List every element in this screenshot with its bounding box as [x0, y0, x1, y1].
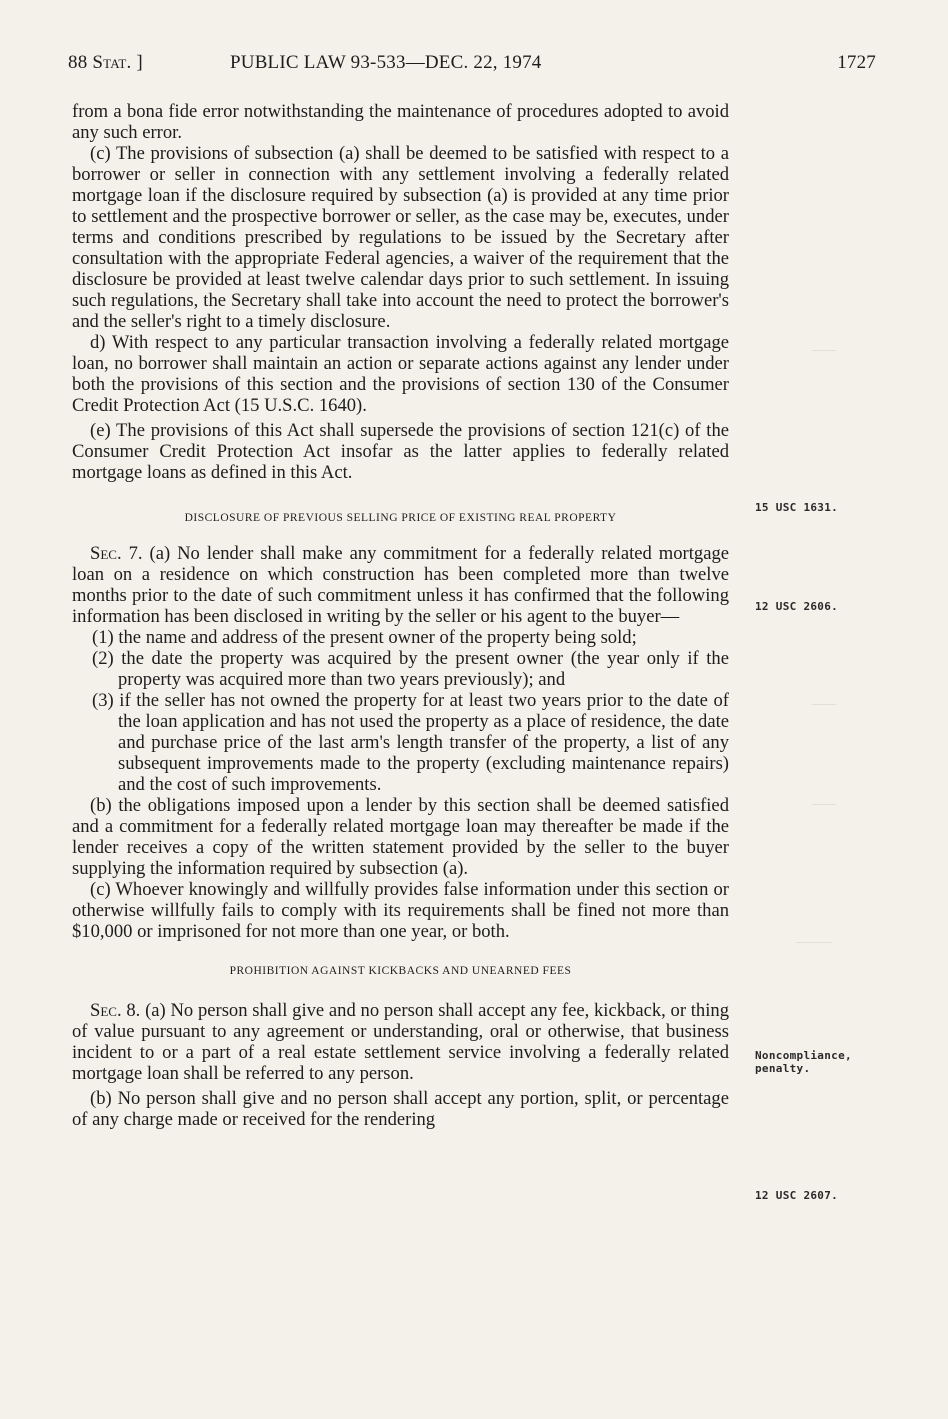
section-8-subsection-a [72, 1000, 729, 1084]
margin-note-noncompliance-line2: penalty. [755, 1062, 811, 1075]
section-7-label: Sec. 7. [90, 543, 143, 564]
section-8-label: Sec. 8. [90, 1000, 141, 1021]
section-8-a-text: (a) No person shall give and no person shall accept any fee, kickback, or thing of value pursuant to any agreement or understanding, oral or otherwise, that business incident to or a part of a real estate settlement service involving a federally related mortgage loan shall be referred to any person. [72, 1000, 729, 1084]
bleed-through-mark: —— [812, 796, 836, 810]
section-7-subsection-a [72, 543, 729, 627]
margin-note-noncompliance [755, 1049, 852, 1075]
section-7-a-text: (a) No lender shall make any commitment for a federally related mortgage loan on a residence on which construction has been completed more than twelve months prior to the date of such commitment unless it has confirmed that the following information has been disclosed in writing by the seller or his agent to the buyer— [72, 543, 730, 627]
document-body [72, 101, 729, 1130]
margin-note-12-usc-2606: 12 USC 2606. [755, 600, 839, 613]
section-7-subsection-c: (c) Whoever knowingly and willfully provides false information under this section or otherwise willfully fails to comply with its requirements shall be fined not more than $10,000 or imprisoned for not more than one year, or both. [72, 879, 729, 942]
bleed-through-mark: —— [812, 696, 836, 710]
volume-reference: 88 Stat. ] [68, 52, 143, 73]
margin-note-noncompliance-line1: Noncompliance, [755, 1049, 852, 1062]
section-7-item-2: (2) the date the property was acquired by the present owner (the year only if the property was acquired more than two years previously); and [92, 648, 729, 690]
margin-note-12-usc-2607: 12 USC 2607. [755, 1189, 839, 1202]
bleed-through-mark: ——— [796, 934, 832, 948]
paragraph-subsection-c: (c) The provisions of subsection (a) shall be deemed to be satisfied with respect to a borrower or seller in connection with any settlement involving a federally related mortgage loan if the disclosure required by subsection (a) is provided at any time prior to settlement and the prospective borrower or seller, as the case may be, executes, under terms and conditions prescribed by regulations to be issued by the Secretary after consultation with the appropriate Federal agencies, a waiver of the requirement that the disclosure be provided at least twelve calendar days prior to such settlement. In issuing such regulations, the Secretary shall take into account the need to protect the borrower's and the seller's right to a timely disclosure. [72, 143, 729, 332]
section-7-item-3: (3) if the seller has not owned the property for at least two years prior to the date of the loan application and has not used the property as a place of residence, the date and purchase price of the last arm's length transfer of the property, a list of any subsequent improvements made to the property (excluding maintenance repairs) and the cost of such improvements. [92, 690, 729, 795]
page-number: 1727 [837, 52, 876, 73]
bleed-through-mark: —— [812, 342, 836, 356]
section-8-heading: PROHIBITION AGAINST KICKBACKS AND UNEARNED FEES [229, 965, 572, 977]
section-8-subsection-b: (b) No person shall give and no person shall accept any portion, split, or percentage of any charge made or received for the rendering [72, 1088, 729, 1130]
section-7-item-1: (1) the name and address of the present owner of the property being sold; [92, 627, 637, 648]
paragraph-subsection-e: (e) The provisions of this Act shall supersede the provisions of section 121(c) of the Consumer Credit Protection Act insofar as the latter applies to federally related mortgage loans as defined in this Act. [72, 420, 729, 483]
paragraph-continuation: from a bona fide error notwithstanding the maintenance of procedures adopted to avoid any such error. [72, 101, 729, 143]
section-7-heading: DISCLOSURE OF PREVIOUS SELLING PRICE OF EXISTING REAL PROPERTY [184, 512, 617, 524]
page-header [68, 52, 876, 82]
paragraph-subsection-d: d) With respect to any particular transaction involving a federally related mortgage loan, no borrower shall maintain an action or separate actions against any lender under both the provisions of this section and the provisions of section 130 of the Consumer Credit Protection Act (15 U.S.C. 1640). [72, 332, 729, 416]
page-title: PUBLIC LAW 93-533—DEC. 22, 1974 [230, 52, 542, 73]
section-7-subsection-b: (b) the obligations imposed upon a lender by this section shall be deemed satisfied and a commitment for a federally related mortgage loan may thereafter be made if the lender receives a copy of the written statement provided by the seller to the buyer supplying the information required by subsection (a). [72, 795, 729, 879]
margin-note-15-usc-1631: 15 USC 1631. [755, 501, 839, 514]
